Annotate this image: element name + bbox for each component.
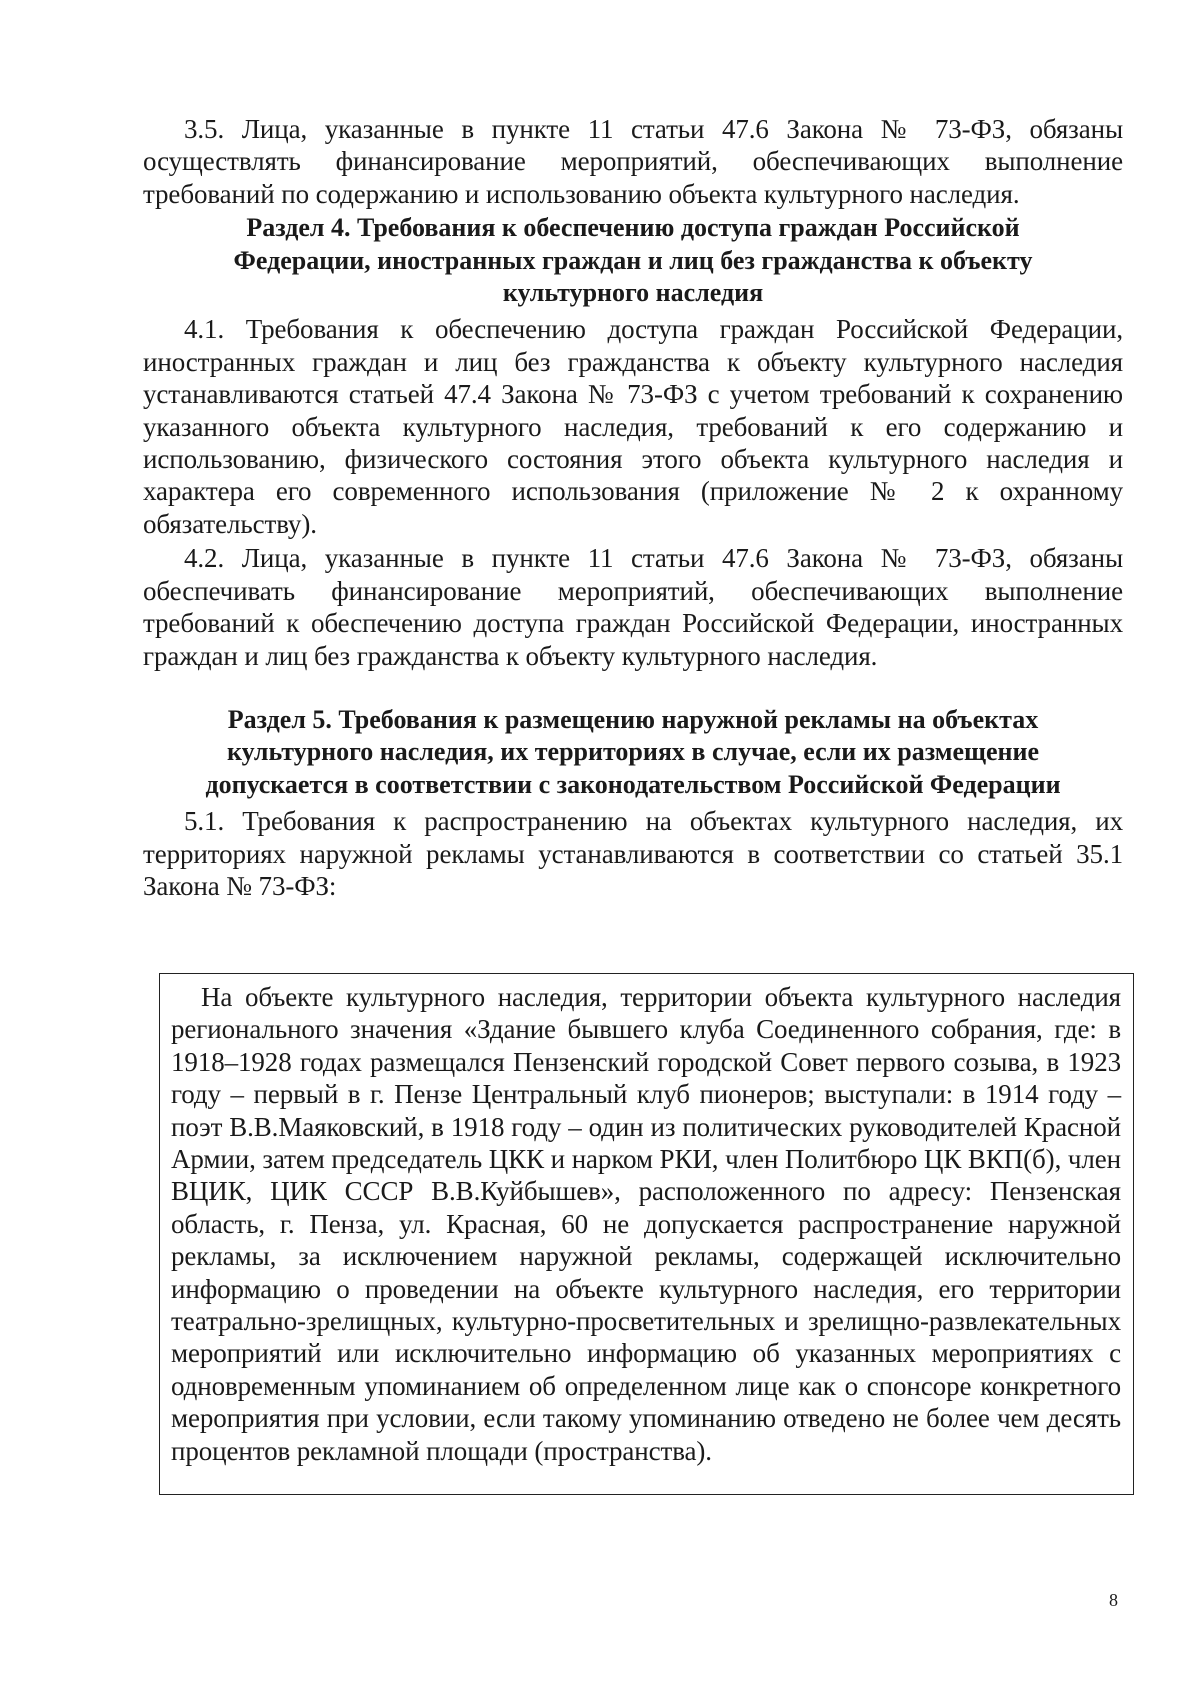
- section-5-heading: Раздел 5. Требования к размещению наружной рекламы на объектах культурного наследия, их территориях в случае, если их размещение допускается в соответствии с законодательством Российской Федерации: [205, 704, 1061, 799]
- advertising-restriction-text: На объекте культурного наследия, территории объекта культурного наследия регионального значения «Здание бывшего клуба Соединенного собрания, где: в 1918–1928 годах размещался Пензенский городской Совет первого созыва, в 1923 году – первый в г. Пензе Центральный клуб пионеров; выступали: в 1914 году – поэт В.В.Маяковский, в 1918 году – один из политических руководителей Красной Армии, затем председатель ЦКК и нарком РКИ, член Политбюро ЦК ВКП(б), член ВЦИК, ЦИК СССР В.В.Куйбышев», расположенного по адресу: Пензенская область, г. Пенза, ул. Красная, 60 не допускается распространение наружной рекламы, за исключением наружной рекламы, содержащей исключительно информацию о проведении на объекте культурного наследия, его территории театрально-зрелищных, культурно-просветительных и зрелищно-развлекательных мероприятий или исключительно информацию об указанных мероприятиях с одновременным упоминанием об определенном лице как о спонсоре конкретного мероприятия при условии, если такому упоминанию отведено не более чем десять процентов рекламной площади (пространства).: [171, 982, 1121, 1466]
- advertising-restriction-box: [159, 973, 1134, 1495]
- section-4-heading: Раздел 4. Требования к обеспечению доступа граждан Российской Федерации, иностранных граждан и лиц без гражданства к объекту культурного наследия: [233, 213, 1033, 308]
- document-body: [143, 113, 1123, 904]
- page-number: 8: [1109, 1590, 1118, 1610]
- paragraph-4-2: 4.2. Лица, указанные в пункте 11 статьи 47.6 Закона № 73-ФЗ, обязаны обеспечивать финансирование мероприятий, обеспечивающих выполнение требований к обеспечению доступа граждан Российской Федерации, иностранных граждан и лиц без гражданства к объекту культурного наследия.: [143, 543, 1123, 671]
- paragraph-3-5: 3.5. Лица, указанные в пункте 11 статьи 47.6 Закона № 73-ФЗ, обязаны осуществлять финансирование мероприятий, обеспечивающих выполнение требований по содержанию и использованию объекта культурного наследия.: [143, 114, 1123, 209]
- paragraph-5-1: 5.1. Требования к распространению на объектах культурного наследия, их территориях наружной рекламы устанавливаются в соответствии со статьей 35.1 Закона № 73-ФЗ:: [143, 806, 1123, 901]
- paragraph-4-1: 4.1. Требования к обеспечению доступа граждан Российской Федерации, иностранных граждан и лиц без гражданства к объекту культурного наследия устанавливаются статьей 47.4 Закона № 73-ФЗ с учетом требований к сохранению указанного объекта культурного наследия, требований к его содержанию и использованию, физического состояния этого объекта культурного наследия и характера его современного использования (приложение № 2 к охранному обязательству).: [143, 314, 1123, 539]
